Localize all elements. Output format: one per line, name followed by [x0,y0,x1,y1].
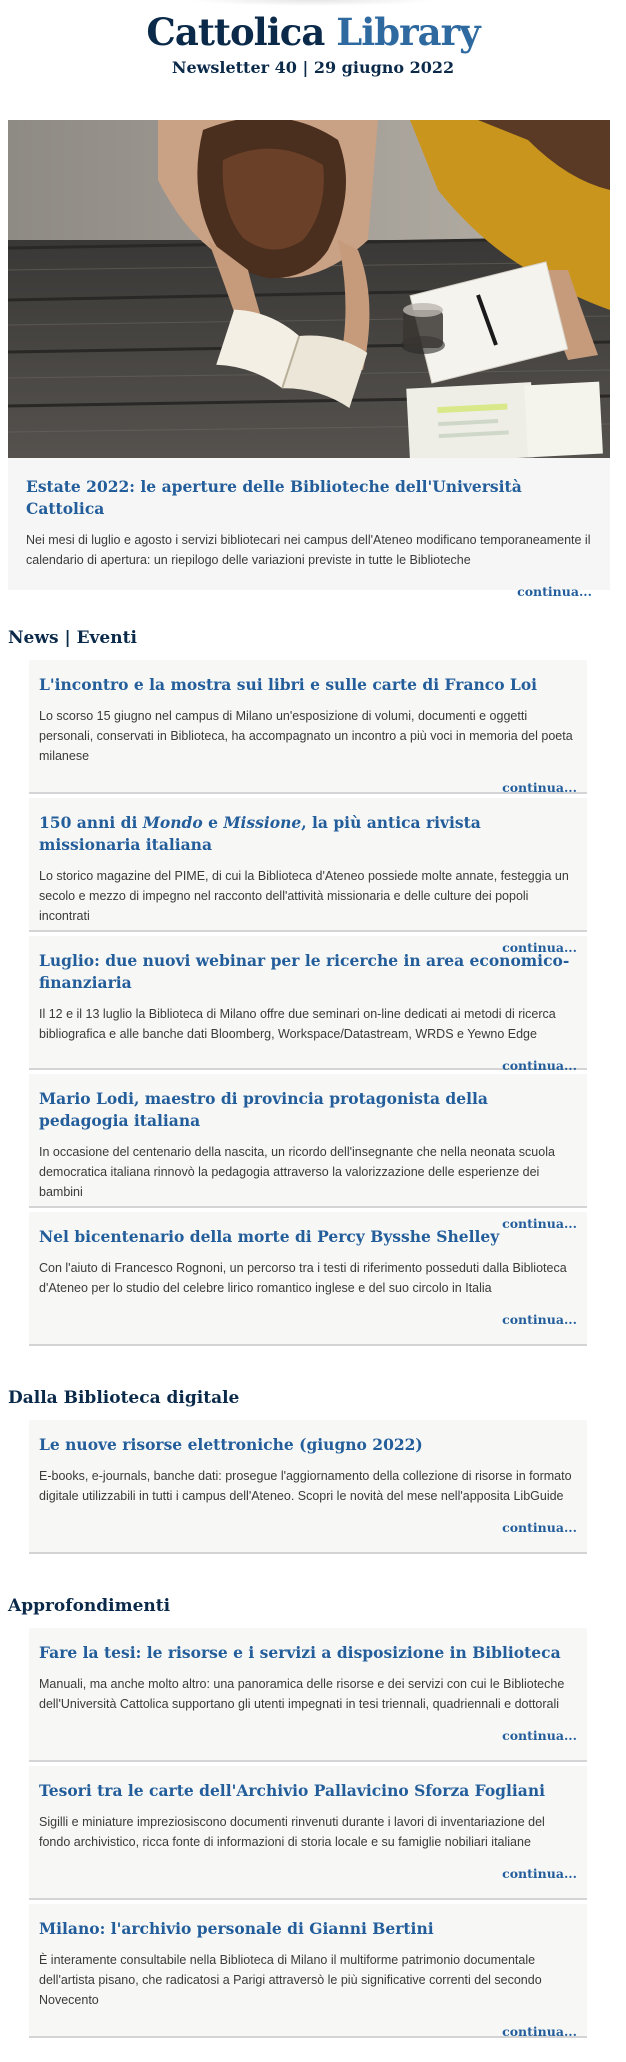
continue-link[interactable]: continua... [502,780,577,795]
students-reading-illustration [8,120,610,458]
news-card-shelley [29,1212,587,1346]
brand-part1: Cattolica [146,10,325,54]
section-title-digitale: Dalla Biblioteca digitale [8,1388,240,1408]
card-title[interactable]: Milano: l'archivio personale di Gianni Bertini [39,1919,434,1938]
title-italic-missione: Missione [223,813,302,832]
continue-link[interactable]: continua... [502,1058,577,1073]
feature-card-gianni-bertini [29,1904,587,2038]
card-text: Lo scorso 15 giugno nel campus di Milano un'esposizione di volumi, documenti e oggetti personali, conservati in Biblioteca, ha accompagnato un incontro a più voci in memoria del poeta milanese [39,709,573,763]
feature-card-archivio-pallavicino [29,1766,587,1900]
news-card-webinar [29,936,587,1073]
section-title-news: News | Eventi [8,628,137,648]
news-card-mario-lodi [29,1074,587,1231]
issue-line: Newsletter 40 | 29 giugno 2022 [171,58,455,77]
card-title[interactable]: Nel bicentenario della morte di Percy Bysshe Shelley [39,1227,500,1246]
card-text: In occasione del centenario della nascita, un ricordo dell'insegnante che nella neonata scuola democratica italiana rinnovò la pedagogia attraverso la valorizzazione delle esperienze dei bambini [39,1145,555,1199]
feature-card-tesi [29,1628,587,1762]
section-title-approfondimenti: Approfondimenti [8,1596,171,1616]
card-title[interactable]: Tesori tra le carte dell'Archivio Pallavicino Sforza Fogliani [39,1781,545,1800]
continue-link[interactable]: continua... [502,1728,577,1743]
continue-link[interactable]: continua... [502,1216,577,1231]
card-text: Sigilli e miniature impreziosiscono documenti rinvenuti durante i lavori di inventariazione del fondo archivistico, ricca fonte di informazioni di storia locale e su famiglie nobiliari italiane [39,1815,545,1849]
title-part: , la più antica rivista missionaria italiana [39,813,481,854]
card-text: E-books, e-journals, banche dati: prosegue l'aggiornamento della collezione di risorse in formato digitale utilizzabili in tutti i campus dell'Ateneo. Scopri le novità del mese nell'apposita LibGuide [39,1469,572,1503]
continue-link[interactable]: continua... [502,2024,577,2039]
card-title[interactable]: L'incontro e la mostra sui libri e sulle carte di Franco Loi [39,675,538,694]
hero-continue-link[interactable]: continua... [517,584,592,599]
continue-link[interactable]: continua... [502,940,577,955]
continue-link[interactable]: continua... [502,1520,577,1535]
card-title[interactable]: Mario Lodi, maestro di provincia protagonista della pedagogia italiana [39,1089,488,1130]
card-text: Con l'aiuto di Francesco Rognoni, un percorso tra i testi di riferimento posseduti dalla Biblioteca d'Ateneo per lo studio del celebre lirico romantico inglese e del suo circolo in Italia [39,1261,567,1295]
news-card-franco-loi [29,660,587,794]
card-text: È interamente consultabile nella Biblioteca di Milano il multiforme patrimonio documentale dell'artista pisano, che radicatosi a Parigi attraversò le più significative correnti del secondo Novecento [39,1953,542,2007]
hero-text: Nei mesi di luglio e agosto i servizi bibliotecari nei campus dell'Ateneo modificano temporaneamente il calendario di apertura: un riepilogo delle variazioni previste in tutte le Biblioteche [26,533,591,567]
hero-card [8,120,610,599]
continue-link[interactable]: continua... [502,1312,577,1327]
hero-body [8,458,610,599]
card-title[interactable]: Luglio: due nuovi webinar per le ricerche in area economico-finanziaria [39,951,570,992]
card-title[interactable] [39,812,577,856]
title-part: 150 anni di [39,813,143,832]
card-title[interactable]: Fare la tesi: le risorse e i servizi a disposizione in Biblioteca [39,1643,561,1662]
title-part: e [202,813,224,832]
hero-image[interactable] [8,120,610,458]
newsletter-header [0,0,626,108]
card-text: Il 12 e il 13 luglio la Biblioteca di Milano offre due seminari on-line dedicati ai metodi di ricerca bibliografica e alle banche dati Bloomberg, Workspace/Datastream, WRDS e Yewno Edge [39,1007,556,1041]
news-card-mondo-missione [29,798,587,955]
continue-link[interactable]: continua... [502,1866,577,1881]
card-text: Manuali, ma anche molto altro: una panoramica delle risorse e dei servizi con cui le Biblioteche dell'Università Cattolica supportano gli utenti impegnati in tesi triennali, quadriennali e dottorali [39,1677,565,1711]
brand-logo[interactable] [0,10,626,54]
header-shadow [188,0,438,6]
card-text: Lo storico magazine del PIME, di cui la Biblioteca d'Ateneo possiede molte annate, festeggia un secolo e mezzo di impegno nel racconto dell'attività missionaria e delle culture dei popoli incontrati [39,869,569,923]
digital-card-risorse [29,1420,587,1554]
brand-part2: Library [336,10,480,54]
hero-title[interactable]: Estate 2022: le aperture delle Biblioteche dell'Università Cattolica [26,477,522,518]
card-title[interactable]: Le nuove risorse elettroniche (giugno 2022) [39,1435,423,1454]
title-italic-mondo: Mondo [142,813,203,832]
